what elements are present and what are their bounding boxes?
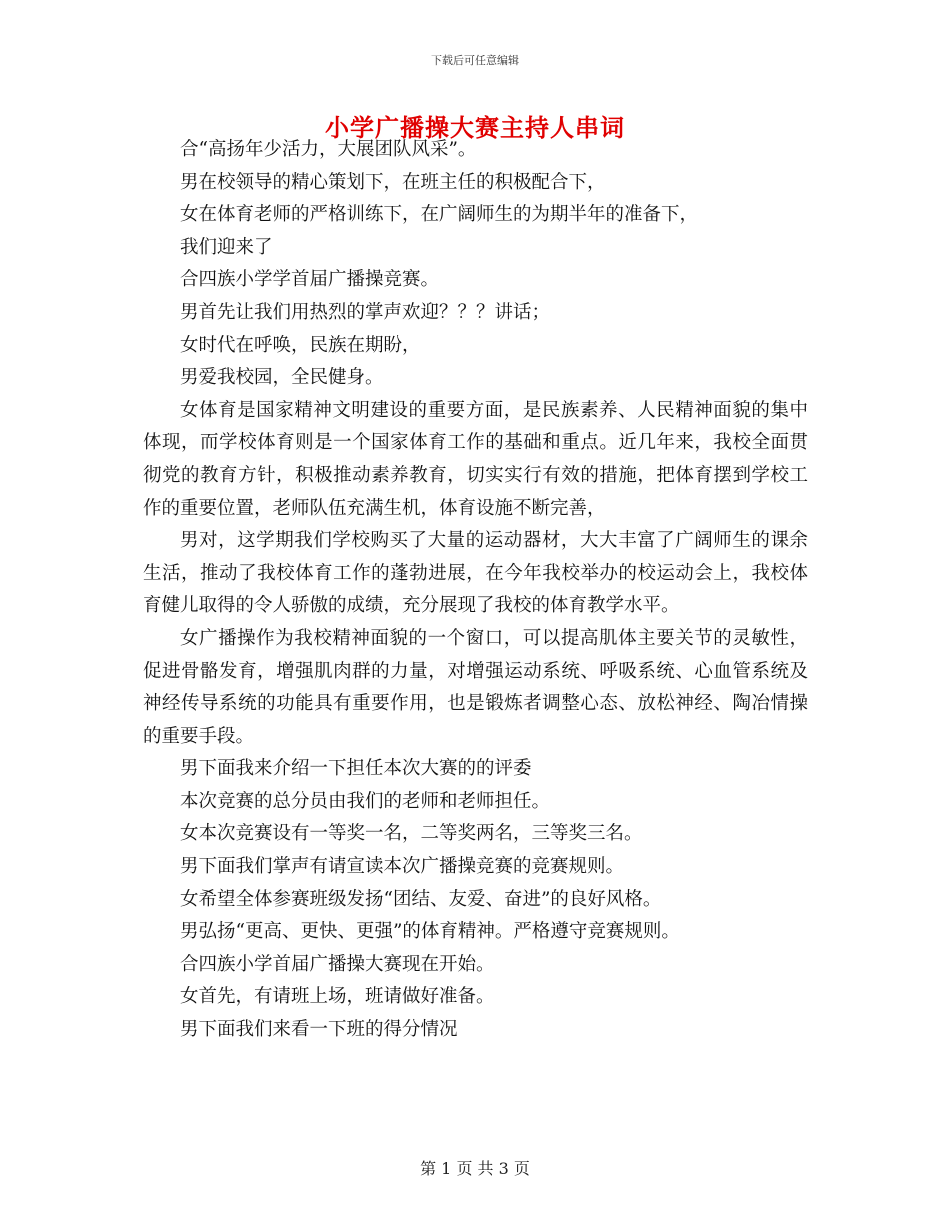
paragraph: 男下面我来介绍一下担任本次大赛的的评委 [180,758,532,780]
document-title: 小学广播操大赛主持人串词 [325,113,625,142]
paragraph: 女本次竞赛设有一等奖一名，二等奖两名，三等奖三名。 [180,823,643,845]
paragraph: 男爱我校园，全民健身。 [180,367,384,389]
paragraph: 男首先让我们用热烈的掌声欢迎？？？讲话； [180,301,551,323]
paragraph: 我们迎来了 [180,236,273,258]
paragraph: 男在校领导的精心策划下，在班主任的积极配合下， [180,171,606,193]
paragraph: 本次竞赛的总分员由我们的老师和老师担任。 [180,790,551,812]
page-footer: 第 1 页 共 3 页 [420,1159,530,1178]
paragraph: 合四族小学首届广播操大赛现在开始。 [180,953,495,975]
header-note: 下载后可任意编辑 [431,54,519,67]
paragraph: 男弘扬“更高、更快、更强”的体育精神。严格遵守竞赛规则。 [180,921,680,943]
paragraph: 女广播操作为我校精神面貌的一个窗口，可以提高肌体主要关节的灵敏性，促进骨骼发育，增强肌肉群的力量，对增强运动系统、呼吸系统、心血管系统及神经传导系统的功能具有重要作用，也是锻炼者调整心态、放松神经、陶冶情操的重要手段。 [143,627,808,747]
paragraph: 女体育是国家精神文明建设的重要方面，是民族素养、人民精神面貌的集中体现，而学校体育则是一个国家体育工作的基础和重点。近几年来，我校全面贯彻党的教育方针，积极推动素养教育，切实实行有效的措施，把体育摆到学校工作的重要位置，老师队伍充满生机，体育设施不断完善， [143,399,808,519]
paragraph: 男对，这学期我们学校购买了大量的运动器材，大大丰富了广阔师生的课余生活，推动了我校体育工作的蓬勃进展，在今年我校举办的校运动会上，我校体育健儿取得的令人骄傲的成绩，充分展现了我校的体育教学水平。 [143,530,808,617]
paragraph: 合“高扬年少活力，大展团队风采”。 [180,139,477,160]
paragraph: 男下面我们掌声有请宣读本次广播操竞赛的竞赛规则。 [180,856,625,878]
document-body [143,134,808,1047]
paragraph: 女时代在呼唤，民族在期盼， [180,334,421,356]
paragraph: 女首先，有请班上场，班请做好准备。 [180,986,495,1008]
paragraph: 女希望全体参赛班级发扬“团结、友爱、奋进”的良好风格。 [180,888,662,910]
paragraph: 女在体育老师的严格训练下，在广阔师生的为期半年的准备下， [180,204,699,226]
paragraph: 合四族小学学首届广播操竞赛。 [180,269,440,291]
paragraph: 男下面我们来看一下班的得分情况 [180,1019,458,1041]
